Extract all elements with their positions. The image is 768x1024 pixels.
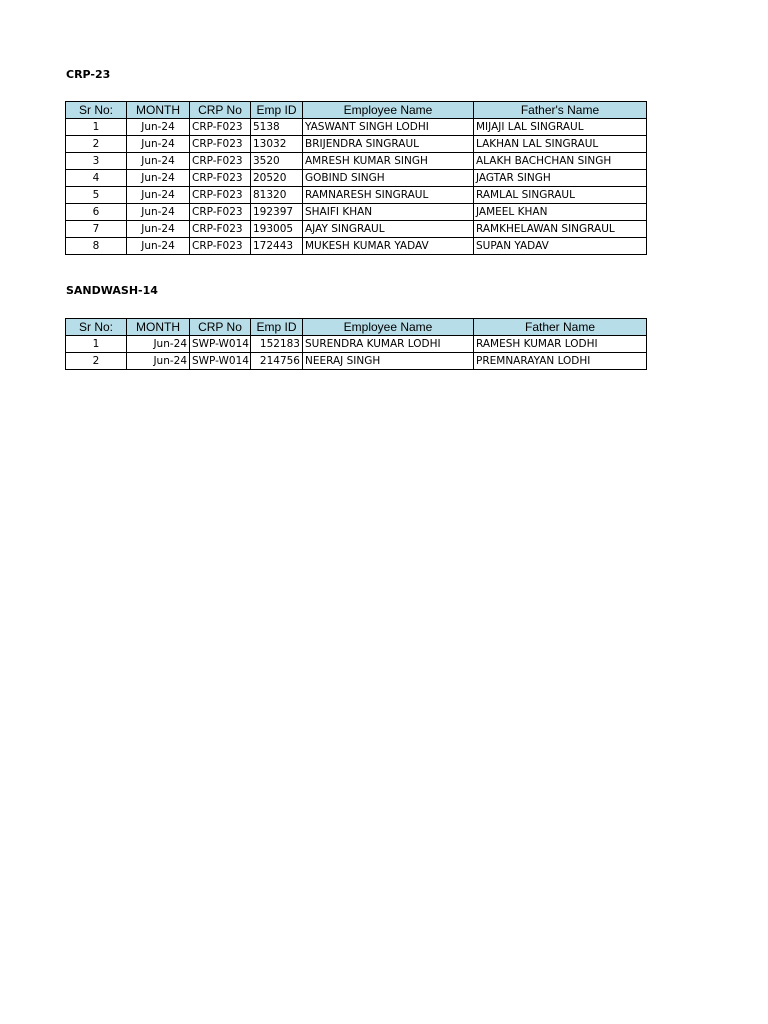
table-row [66,119,647,136]
table-row [66,353,647,370]
cell-employee-name: AJAY SINGRAUL [303,221,474,238]
cell-sr-no: 2 [66,136,127,153]
cell-employee-name: RAMNARESH SINGRAUL [303,187,474,204]
cell-crp-no: CRP-F023 [190,238,251,255]
table-row [66,238,647,255]
header-employee-name: Employee Name [303,102,474,119]
cell-employee-name: AMRESH KUMAR SINGH [303,153,474,170]
cell-father-name: ALAKH BACHCHAN SINGH [474,153,647,170]
cell-sr-no: 7 [66,221,127,238]
cell-month: Jun-24 [127,170,190,187]
table-header-row [66,102,647,119]
cell-crp-no: SWP-W014 [190,353,251,370]
cell-crp-no: CRP-F023 [190,204,251,221]
header-sr-no: Sr No: [66,102,127,119]
header-month: MONTH [127,102,190,119]
cell-employee-name: BRIJENDRA SINGRAUL [303,136,474,153]
cell-month: Jun-24 [127,336,190,353]
cell-emp-id: 152183 [251,336,303,353]
cell-employee-name: SHAIFI KHAN [303,204,474,221]
cell-crp-no: CRP-F023 [190,119,251,136]
cell-emp-id: 192397 [251,204,303,221]
cell-father-name: LAKHAN LAL SINGRAUL [474,136,647,153]
cell-emp-id: 214756 [251,353,303,370]
table-row [66,153,647,170]
cell-father-name: JAGTAR SINGH [474,170,647,187]
cell-emp-id: 13032 [251,136,303,153]
cell-father-name: RAMLAL SINGRAUL [474,187,647,204]
cell-month: Jun-24 [127,153,190,170]
cell-sr-no: 4 [66,170,127,187]
header-emp-id: Emp ID [251,319,303,336]
cell-employee-name: NEERAJ SINGH [303,353,474,370]
cell-crp-no: CRP-F023 [190,170,251,187]
table-row [66,187,647,204]
table-row [66,136,647,153]
table-row [66,221,647,238]
cell-emp-id: 81320 [251,187,303,204]
cell-crp-no: CRP-F023 [190,153,251,170]
cell-employee-name: SURENDRA KUMAR LODHI [303,336,474,353]
cell-month: Jun-24 [127,353,190,370]
section-title-sandwash: SANDWASH-14 [66,284,158,297]
cell-crp-no: CRP-F023 [190,136,251,153]
cell-month: Jun-24 [127,238,190,255]
cell-employee-name: YASWANT SINGH LODHI [303,119,474,136]
cell-father-name: MIJAJI LAL SINGRAUL [474,119,647,136]
sandwash-employee-table [65,318,647,370]
header-crp-no: CRP No [190,319,251,336]
header-crp-no: CRP No [190,102,251,119]
crp-employee-table [65,101,647,255]
cell-emp-id: 20520 [251,170,303,187]
header-sr-no: Sr No: [66,319,127,336]
cell-month: Jun-24 [127,204,190,221]
cell-sr-no: 2 [66,353,127,370]
cell-sr-no: 1 [66,336,127,353]
cell-crp-no: CRP-F023 [190,187,251,204]
header-employee-name: Employee Name [303,319,474,336]
cell-father-name: JAMEEL KHAN [474,204,647,221]
cell-father-name: SUPAN YADAV [474,238,647,255]
cell-crp-no: SWP-W014 [190,336,251,353]
cell-month: Jun-24 [127,119,190,136]
cell-month: Jun-24 [127,187,190,204]
cell-month: Jun-24 [127,136,190,153]
table-row [66,336,647,353]
cell-father-name: RAMESH KUMAR LODHI [474,336,647,353]
table-header-row [66,319,647,336]
cell-sr-no: 3 [66,153,127,170]
cell-emp-id: 3520 [251,153,303,170]
header-emp-id: Emp ID [251,102,303,119]
cell-sr-no: 6 [66,204,127,221]
cell-employee-name: GOBIND SINGH [303,170,474,187]
section-title-crp: CRP-23 [66,68,111,81]
table-row [66,204,647,221]
cell-month: Jun-24 [127,221,190,238]
header-fathers-name: Father's Name [474,102,647,119]
header-father-name: Father Name [474,319,647,336]
cell-father-name: PREMNARAYAN LODHI [474,353,647,370]
cell-sr-no: 1 [66,119,127,136]
cell-father-name: RAMKHELAWAN SINGRAUL [474,221,647,238]
cell-emp-id: 193005 [251,221,303,238]
cell-sr-no: 8 [66,238,127,255]
cell-employee-name: MUKESH KUMAR YADAV [303,238,474,255]
cell-crp-no: CRP-F023 [190,221,251,238]
cell-emp-id: 172443 [251,238,303,255]
header-month: MONTH [127,319,190,336]
cell-emp-id: 5138 [251,119,303,136]
table-row [66,170,647,187]
cell-sr-no: 5 [66,187,127,204]
